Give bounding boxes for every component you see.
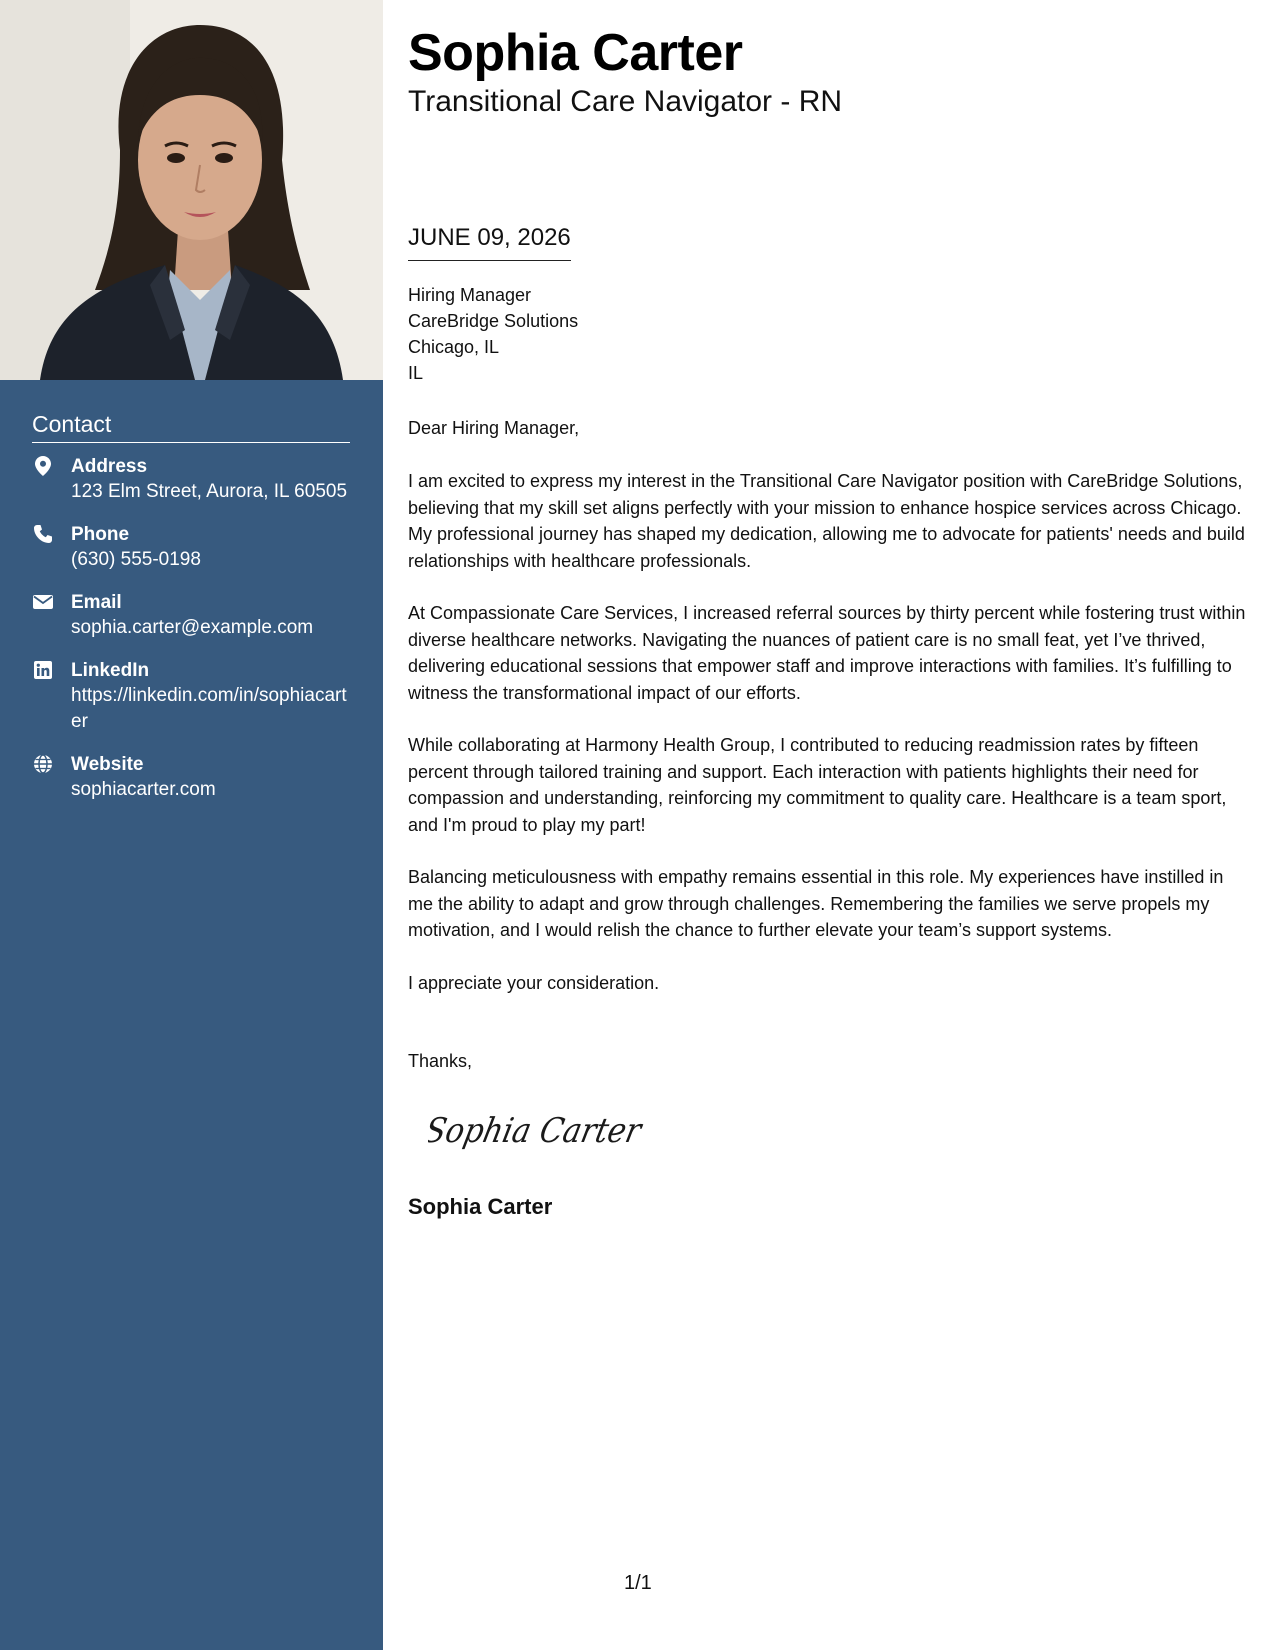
- contact-heading: Contact: [32, 410, 350, 443]
- linkedin-icon: [32, 659, 54, 681]
- letter-date: JUNE 09, 2026: [408, 222, 571, 261]
- recipient-block: [408, 282, 578, 386]
- paragraph: Balancing meticulousness with empathy remains essential in this role. My experiences have instilled in me the ability to adapt and grow through challenges. Remembering the families we serve propels my motivation, and I would relish the chance to further elevate your team’s support systems.: [408, 867, 1224, 940]
- profile-photo: [0, 0, 383, 380]
- envelope-icon: [32, 591, 54, 613]
- contact-address: [32, 455, 350, 505]
- recipient-line: Chicago, IL: [408, 337, 500, 357]
- contact-label: Address: [71, 456, 148, 477]
- paragraph: I appreciate your consideration.: [408, 972, 660, 993]
- phone-value[interactable]: (630) 555-0198: [71, 549, 201, 570]
- globe-icon: [32, 753, 54, 775]
- letter-paragraphs: [408, 468, 1248, 1022]
- signature-image: [428, 1100, 658, 1160]
- contact-linkedin: [32, 659, 350, 735]
- paragraph: I am excited to express my interest in the Transitional Care Navigator position with CareBridge Solutions, believing that my skill set aligns perfectly with your mission to enhance hospice services across Chicago. My professional journey has shaped my dedication, allowing me to advocate for patients' needs and build relationships with healthcare professionals.: [408, 471, 1245, 571]
- email-link[interactable]: sophia.carter@example.com: [71, 617, 314, 638]
- paragraph: While collaborating at Harmony Health Group, I contributed to reducing readmission rates by fifteen percent through tailored training and support. Each interaction with patients highlights their need for compassion and understanding, reinforcing my commitment to quality care. Healthcare is a team sport, and I'm proud to play my part!: [408, 735, 1227, 835]
- phone-icon: [32, 523, 54, 545]
- website-link[interactable]: sophiacarter.com: [71, 779, 216, 800]
- contact-label: Website: [71, 754, 144, 775]
- contact-label: Email: [71, 592, 122, 613]
- closing: Thanks,: [408, 1051, 473, 1071]
- contact-section: [32, 410, 350, 821]
- contact-phone: [32, 523, 350, 573]
- page-number: 1/1: [624, 1572, 652, 1594]
- address-value: 123 Elm Street, Aurora, IL 60505: [71, 481, 348, 502]
- linkedin-link[interactable]: https://linkedin.com/in/sophiacarter: [71, 685, 347, 732]
- signer-name: Sophia Carter: [408, 1194, 553, 1219]
- sidebar: [0, 0, 383, 1650]
- contact-label: LinkedIn: [71, 660, 150, 681]
- svg-text:Sophia Carter: Sophia Carter: [428, 1111, 658, 1151]
- portrait-image: [0, 0, 383, 380]
- contact-email: [32, 591, 350, 641]
- paragraph: At Compassionate Care Services, I increased referral sources by thirty percent while fostering trust within diverse healthcare networks. Navigating the nuances of patient care is no small feat, yet I’ve thrived, delivering educational sessions that empower staff and improve interactions with families. It’s fulfilling to witness the transformational impact of our efforts.: [408, 603, 1246, 703]
- recipient-line: IL: [408, 363, 424, 383]
- applicant-name: Sophia Carter: [408, 24, 743, 82]
- recipient-line: CareBridge Solutions: [408, 311, 579, 331]
- recipient-line: Hiring Manager: [408, 285, 532, 305]
- map-pin-icon: [32, 455, 54, 477]
- job-title: Transitional Care Navigator - RN: [408, 85, 843, 118]
- contact-website: [32, 753, 350, 803]
- salutation: Dear Hiring Manager,: [408, 418, 580, 438]
- contact-label: Phone: [71, 524, 130, 545]
